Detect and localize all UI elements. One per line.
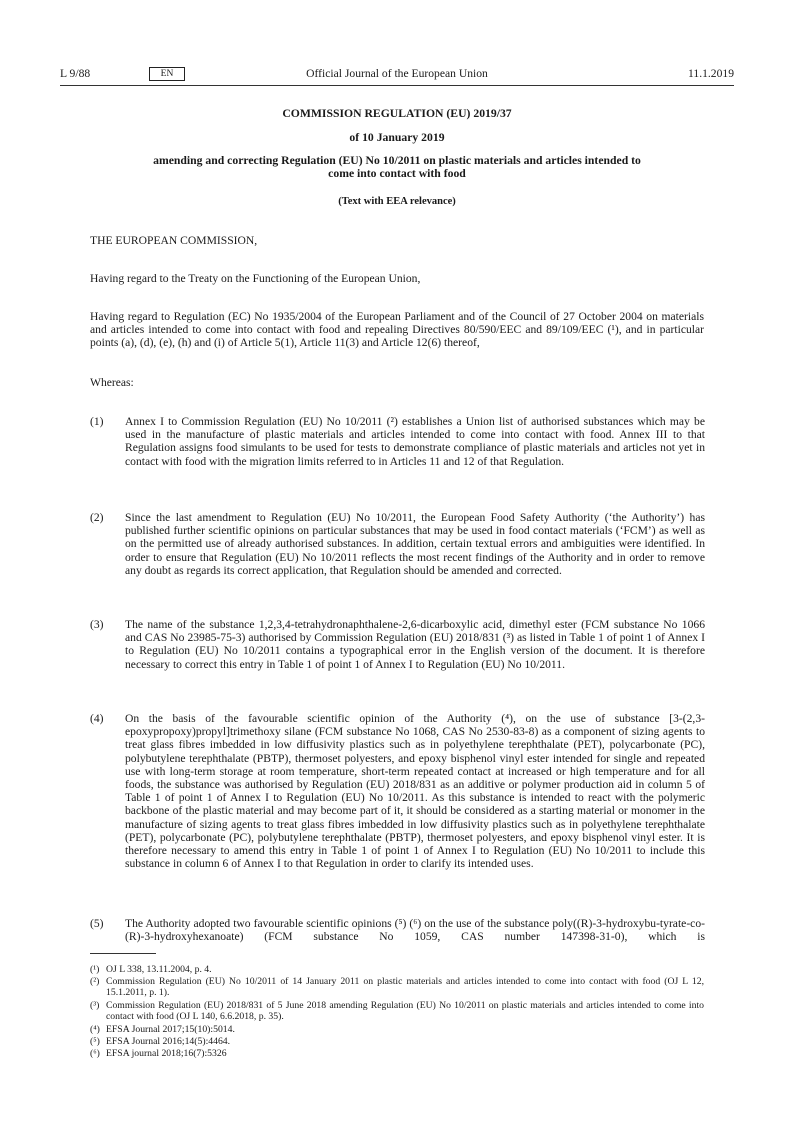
footnote-marker: (²) <box>90 976 100 987</box>
whereas-heading: Whereas: <box>90 376 134 389</box>
footnote-text: EFSA Journal 2017;15(10):5014. <box>106 1024 235 1035</box>
recital-text: On the basis of the favourable scientific opinion of the Authority (⁴), on the use of substance [3-(2,3-epoxypropoxy)propyl]trimethoxy silane (FCM substance No 1068, CAS No 2530-83-8) as a component of sizing agents to treat glass fibres imbedded in low diffusivity plastics such as in polyethylene terephthalate (PET), polycarbonate (PC), polybutylene terephthalate (PBTP), thermoset polyesters, and epoxy bisphenol vinyl ester intended for single and repeated use with long-term storage at room temperature, short-term repeated contact at increased or high temperature and for all foods, the substance was authorised by Regulation (EU) 2018/831 as an additive or polymer production aid in column 5 of Table 1 of point 1 of Annex I to Regulation (EU) No 10/2011. As this substance is intended to react with the polymeric backbone of the plastic material and may become part of it, it should be considered as a starting material or monomer in the manufacture of sizing agents to treat glass fibres imbedded in low diffusivity plastics such as in polyethylene terephthalate (PET), polycarbonate (PC), polybutylene terephthalate (PBTP), thermoset polyesters, and epoxy bisphenol vinyl ester. It is therefore necessary to amend this entry in Table 1 of point 1 of Annex I to Regulation (EU) No 10/2011 to include this substance in column 6 of Annex I to that Regulation in order to clarify its intended uses. <box>125 712 705 871</box>
footnote-text: Commission Regulation (EU) 2018/831 of 5 June 2018 amending Regulation (EU) No 10/2011 on plastic materials and articles intended to come into contact with food (OJ L 140, 6.6.2018, p. 35). <box>106 1000 704 1023</box>
publication-date: 11.1.2019 <box>688 67 734 80</box>
recital-number: (4) <box>90 712 104 725</box>
footnote-divider <box>90 953 156 954</box>
treaty-citation: Having regard to the Treaty on the Functioning of the European Union, <box>90 272 421 285</box>
journal-reference: L 9/88 <box>60 67 91 80</box>
recital-number: (5) <box>90 917 104 930</box>
footnote-text: EFSA Journal 2016;14(5):4464. <box>106 1036 231 1047</box>
footnote-marker: (³) <box>90 1000 100 1011</box>
journal-title: Official Journal of the European Union <box>306 67 488 80</box>
regulation-subject-line-1: amending and correcting Regulation (EU) No 10/2011 on plastic materials and articles intended to <box>153 154 641 167</box>
footnote-marker: (¹) <box>90 964 100 975</box>
regulation-subject <box>60 154 734 180</box>
footnote-marker: (⁵) <box>90 1036 100 1047</box>
journal-header <box>60 66 734 82</box>
footnote-marker: (⁶) <box>90 1048 100 1059</box>
regulation-date: of 10 January 2019 <box>349 131 445 144</box>
header-divider <box>60 85 734 86</box>
language-badge: EN <box>149 67 185 81</box>
recital-text: The name of the substance 1,2,3,4-tetrahydronaphthalene-2,6-dicarboxylic acid, dimethyl ester (FCM substance No 1066 and CAS No 23985-75-3) authorised by Commission Regulation (EU) 2018/831 (³) as listed in Table 1 of point 1 of Annex I to Regulation (EU) No 10/2011 contains a typographical error in the English version of the document. It is therefore necessary to correct this entry in Table 1 of point 1 of Annex I to Regulation (EU) No 10/2011. <box>125 618 705 671</box>
footnote-text: Commission Regulation (EU) No 10/2011 of 14 January 2011 on plastic materials and articles intended to come into contact with food (OJ L 12, 15.1.2011, p. 1). <box>106 976 704 999</box>
recital-text: Since the last amendment to Regulation (EU) No 10/2011, the European Food Safety Authority (‘the Authority’) has published further scientific opinions on particular substances that may be used in food contact materials (‘FCM’) as well as on the permitted use of already authorised substances. In addition, certain textual errors and ambiguities were identified. In order to ensure that Regulation (EU) No 10/2011 reflects the most recent findings of the Authority and in order to remove any doubt as regards its correct application, that Regulation should be amended and corrected. <box>125 511 705 577</box>
recital-number: (1) <box>90 415 104 428</box>
eea-relevance: (Text with EEA relevance) <box>338 196 456 207</box>
recital-number: (3) <box>90 618 104 631</box>
commission-heading: THE EUROPEAN COMMISSION, <box>90 234 258 247</box>
recital-number: (2) <box>90 511 104 524</box>
regulation-title: COMMISSION REGULATION (EU) 2019/37 <box>282 107 512 120</box>
recital-text: The Authority adopted two favourable scientific opinions (⁵) (⁶) on the use of the substance poly((R)-3-hydroxybu-tyrate-co-(R)-3-hydroxyhexanoate) (FCM substance No 1059, CAS number 147398-31-0), which is <box>125 917 705 944</box>
footnote-marker: (⁴) <box>90 1024 100 1035</box>
footnote-text: OJ L 338, 13.11.2004, p. 4. <box>106 964 212 975</box>
footnote-text: EFSA journal 2018;16(7):5326 <box>106 1048 227 1059</box>
regulation-subject-line-2: come into contact with food <box>328 167 466 181</box>
regulation-citation: Having regard to Regulation (EC) No 1935/2004 of the European Parliament and of the Council of 27 October 2004 on materials and articles intended to come into contact with food and repealing Directives 80/590/EEC and 89/109/EEC (¹), and in particular points (a), (d), (e), (h) and (i) of Article 5(1), Article 11(3) and Article 12(6) thereof, <box>90 310 704 350</box>
recital-text: Annex I to Commission Regulation (EU) No 10/2011 (²) establishes a Union list of authorised substances which may be used in the manufacture of plastic materials and articles intended to come into contact with food. Annex III to that Regulation assigns food simulants to be used for tests to demonstrate compliance of plastic materials and articles not yet in contact with food with the migration limits referred to in Articles 11 and 12 of that Regulation. <box>125 415 705 468</box>
